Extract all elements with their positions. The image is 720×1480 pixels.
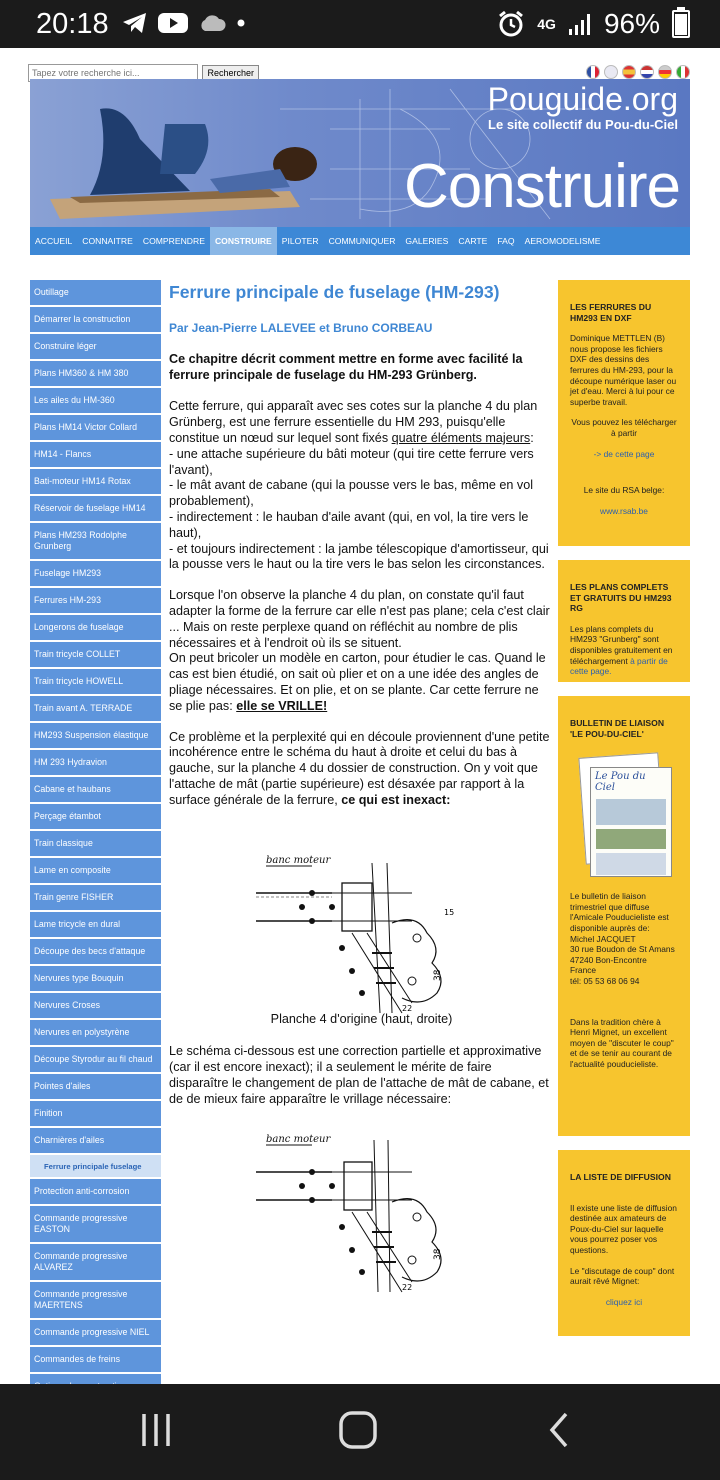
figure-corrected (169, 1132, 554, 1292)
article-list-item: - et toujours indirectement : la jambe télescopique d'amortisseur, qui la pousse vers le haut ou la tire vers le bas selon les circonstances. (169, 541, 549, 572)
menu-item-faq[interactable]: FAQ (497, 236, 515, 246)
article-paragraph: Ce problème et la perplexité qui en découle proviennent d'une petite incohérence entre le schéma du haut à droite et celui du bas à gauche, sur la planche 4 du dossier de construction. On y voit que l'attache de mât (partie supérieure) est désaxée par rapport à la surface générale de la ferrure, ce qui est inexact: (169, 729, 550, 807)
rsab-link[interactable]: www.rsab.be (600, 505, 648, 516)
ferrure-drawing-corrected (252, 1132, 472, 1292)
sidebar-item[interactable]: Commande progressive ALVAREZ (30, 1244, 161, 1280)
box-title: LES PLANS COMPLETS ET GRATUITS DU HM293 RG (570, 582, 672, 614)
sidebar-item[interactable]: Démarrer la construction (30, 307, 161, 332)
article-list-item: - le mât avant de cabane (qui la pousse vers le bas, même en vol probablement), (169, 478, 534, 509)
info-box-bulletin: BULLETIN DE LIAISON 'LE POU-DU-CIEL' Le Pou du Ciel Le bulletin de liaison trimestriel que diffuse l'Amicale Pouducieliste est disponible auprès de: Michel JACQUET 30 rue Boudon de St Amans 47240 Bon-Encontre France tél: 05 53 68 06 94 Dans la tradition chère à Henri Mignet, un excellent moyen de "discuter le coup" et de se tenir au courant de l'actualité pouducieliste. (558, 696, 690, 1136)
sidebar-item-active[interactable]: Ferrure principale fuselage (30, 1155, 161, 1177)
menu-item-connaitre[interactable]: CONNAITRE (82, 236, 133, 246)
svg-text:banc moteur: banc moteur (265, 1133, 330, 1145)
alarm-icon (497, 10, 525, 38)
sidebar-item[interactable]: Bati-moteur HM14 Rotax (30, 469, 161, 494)
network-type: 4G (537, 15, 556, 32)
dxf-page-link[interactable]: -> de cette page (593, 448, 655, 459)
figure-original (169, 853, 554, 1028)
fig-label: banc moteur (265, 854, 330, 866)
svg-text:38: 38 (432, 1248, 443, 1260)
sidebar-item[interactable]: Lame en composite (30, 858, 161, 883)
article-paragraph: Cette ferrure, qui apparaît avec ses cotes sur la planche 4 du plan Grünberg, est une ferrure essentielle du HM 293, puisqu'elle constitue un nœud sur lequel sont fixés quatre éléments majeurs: (169, 399, 538, 445)
sidebar-item[interactable]: Cabane et haubans (30, 777, 161, 802)
box-title: LES FERRURES DU HM293 EN DXF (570, 302, 652, 323)
flag-fr-icon[interactable] (586, 65, 600, 79)
sidebar-item[interactable]: Découpe Styrodur au fil chaud (30, 1047, 161, 1072)
home-icon[interactable] (336, 1410, 380, 1450)
battery-percent: 96% (603, 8, 660, 39)
sidebar-item[interactable]: Commandes de freins (30, 1347, 161, 1372)
info-box-dxf: LES FERRURES DU HM293 EN DXF Dominique METTLEN (B) nous propose les fichiers DXF des dessins des ferrures du HM-293, pour la découpe numérique laser ou jet d'eau. Merci à lui pour ce superbe travail. Vous pouvez les télécharger à partir -> de cette page Le site du RSA belge: www.rsab.be (558, 280, 690, 546)
flag-es-icon[interactable] (622, 65, 636, 79)
sidebar-item[interactable]: Fuselage HM293 (30, 561, 161, 586)
sidebar-item[interactable]: HM 293 Hydravion (30, 750, 161, 775)
sidebar-item[interactable]: Nervures type Bouquin (30, 966, 161, 991)
site-tagline: Le site collectif du Pou-du-Ciel (488, 117, 678, 132)
sidebar-item[interactable]: Train classique (30, 831, 161, 856)
article-list-item: - indirectement : le hauban d'aile avant (qui, en vol, la tire vers le haut), (169, 509, 529, 540)
info-box-plans: LES PLANS COMPLETS ET GRATUITS DU HM293 RG Les plans complets du HM293 "Grunberg" sont disponibles gratuitement en téléchargement à partir de cette page. (558, 560, 690, 682)
article-paragraph: Lorsque l'on observe la planche 4 du plan, on constate qu'il faut adapter la forme de la ferrure car elle n'est pas plane; cela c'est clair ... Mais on reste perplexe quand on réfléchit au nombre de plis nécessaires et à l'endroit où ils se situent. (169, 588, 550, 650)
youtube-icon (158, 12, 188, 34)
back-icon[interactable] (544, 1410, 574, 1450)
menu-item-construire[interactable]: CONSTRUIRE (210, 227, 277, 255)
sidebar-item[interactable]: Lame tricycle en dural (30, 912, 161, 937)
article-list-item: - une attache supérieure du bâti moteur (qui tire cette ferrure vers l'avant), (169, 446, 534, 477)
sidebar-item[interactable]: Ferrures HM-293 (30, 588, 161, 613)
sidebar-item[interactable]: Plans HM14 Victor Collard (30, 415, 161, 440)
info-box-mailing-list: LA LISTE DE DIFFUSION Il existe une liste de diffusion destinée aux amateurs de Poux-du-Ciel sur laquelle vous pourrez poser vos questions. Le "discutage de coup" dont aurait rêvé Mignet: cliquez ici (558, 1150, 690, 1336)
article (169, 280, 554, 1292)
sidebar-item[interactable]: Finition (30, 1101, 161, 1126)
main-menu (30, 227, 690, 255)
box-title: BULLETIN DE LIAISON 'LE POU-DU-CIEL' (570, 718, 665, 739)
figure-caption: Planche 4 d'origine (haut, droite) (270, 1011, 453, 1026)
sidebar-item[interactable]: Nervures en polystyrène (30, 1020, 161, 1045)
sidebar-item[interactable]: Charnières d'ailes (30, 1128, 161, 1153)
sidebar-item[interactable]: HM293 Suspension élastique (30, 723, 161, 748)
sidebar-item[interactable]: Construire léger (30, 334, 161, 359)
section-title: Construire (404, 152, 680, 221)
article-paragraph: Le schéma ci-dessous est une correction partielle et approximative (car il est encore inexact); il a seulement le mérite de faire disparaître le changement de plan de l'attache de mât de cabane, et de de mieux faire apparaître le vrillage nécessaire: (169, 1044, 549, 1106)
site-name: Pouguide.org (487, 81, 678, 117)
site-banner[interactable] (30, 79, 690, 227)
sidebar-item[interactable]: Commande progressive EASTON (30, 1206, 161, 1242)
article-paragraph: On peut bricoler un modèle en carton, pour étudier le cas. Quand le cas est bien étudié, on sait où plier et on a une idée des angles de pliage nécessaires. Et on plie, et on se plante. Car cette ferrure ne se plie pas: elle se VRILLE! (169, 651, 546, 713)
flag-it-icon[interactable] (676, 65, 690, 79)
flag-de-icon[interactable] (658, 65, 672, 79)
language-flags (586, 65, 690, 79)
sidebar-item[interactable]: Pointes d'ailes (30, 1074, 161, 1099)
sidebar-item[interactable]: Commande progressive MAERTENS (30, 1282, 161, 1318)
recent-apps-icon[interactable] (138, 1410, 174, 1450)
sidebar-item[interactable]: HM14 - Flancs (30, 442, 161, 467)
sidebar-nav (30, 280, 161, 1401)
menu-item-comprendre[interactable]: COMPRENDRE (142, 236, 205, 246)
status-bar (0, 0, 720, 48)
mailing-list-link[interactable]: cliquez ici (605, 1296, 643, 1307)
sidebar-item[interactable]: Commande progressive NIEL (30, 1320, 161, 1345)
flag-nl-icon[interactable] (640, 65, 654, 79)
article-author: Par Jean-Pierre LALEVEE et Bruno CORBEAU (169, 321, 433, 335)
status-time: 20:18 (36, 8, 109, 40)
menu-item-accueil[interactable]: ACCUEIL (35, 236, 73, 246)
svg-text:38: 38 (432, 969, 443, 981)
box-title: LA LISTE DE DIFFUSION (570, 1172, 671, 1182)
magazine-cover: Le Pou du Ciel (590, 767, 672, 877)
sidebar-item[interactable]: Outillage (30, 280, 161, 305)
telegram-icon (122, 12, 148, 34)
web-page (0, 48, 720, 1384)
android-nav-bar (0, 1384, 720, 1480)
menu-item-piloter[interactable]: PILOTER (281, 236, 319, 246)
sidebar-item[interactable]: Plans HM293 Rodolphe Grunberg (30, 523, 161, 559)
sidebar-item[interactable]: Protection anti-corrosion (30, 1179, 161, 1204)
sidebar-item[interactable]: Train tricycle HOWELL (30, 669, 161, 694)
menu-item-communiquer[interactable]: COMMUNIQUER (328, 236, 396, 246)
ferrure-drawing-original (252, 853, 472, 1013)
menu-item-carte[interactable]: CARTE (458, 236, 488, 246)
sidebar-item[interactable]: Train tricycle COLLET (30, 642, 161, 667)
battery-icon (672, 10, 690, 38)
signal-icon (568, 12, 592, 36)
sidebar-item[interactable]: Perçage étambot (30, 804, 161, 829)
svg-text:22: 22 (401, 1003, 412, 1013)
sidebar-item[interactable]: Train genre FISHER (30, 885, 161, 910)
sidebar-item[interactable]: Réservoir de fuselage HM14 (30, 496, 161, 521)
sidebar-item[interactable]: Train avant A. TERRADE (30, 696, 161, 721)
cloud-icon (198, 13, 226, 33)
article-title: Ferrure principale de fuselage (HM-293) (169, 282, 500, 302)
sidebar-item[interactable]: Nervures Croses (30, 993, 161, 1018)
menu-item-aeromodelisme[interactable]: AEROMODELISME (524, 236, 601, 246)
plans-page-link[interactable]: à partir de cette page. (570, 655, 668, 677)
sidebar-item[interactable]: Les ailes du HM-360 (30, 388, 161, 413)
svg-text:15: 15 (443, 907, 454, 917)
article-intro: Ce chapitre décrit comment mettre en forme avec facilité la ferrure principale de fuselage du HM-293 Grünberg. (169, 351, 523, 382)
flag-uk-icon[interactable] (604, 65, 618, 79)
svg-text:22: 22 (401, 1282, 412, 1292)
sidebar-item[interactable]: Découpe des becs d'attaque (30, 939, 161, 964)
bulletin-images[interactable] (558, 755, 690, 883)
sidebar-item[interactable]: Longerons de fuselage (30, 615, 161, 640)
search-button[interactable]: Rechercher (202, 65, 259, 82)
menu-item-galeries[interactable]: GALERIES (405, 236, 449, 246)
dot-icon (236, 18, 246, 28)
sidebar-item[interactable]: Plans HM360 & HM 380 (30, 361, 161, 386)
